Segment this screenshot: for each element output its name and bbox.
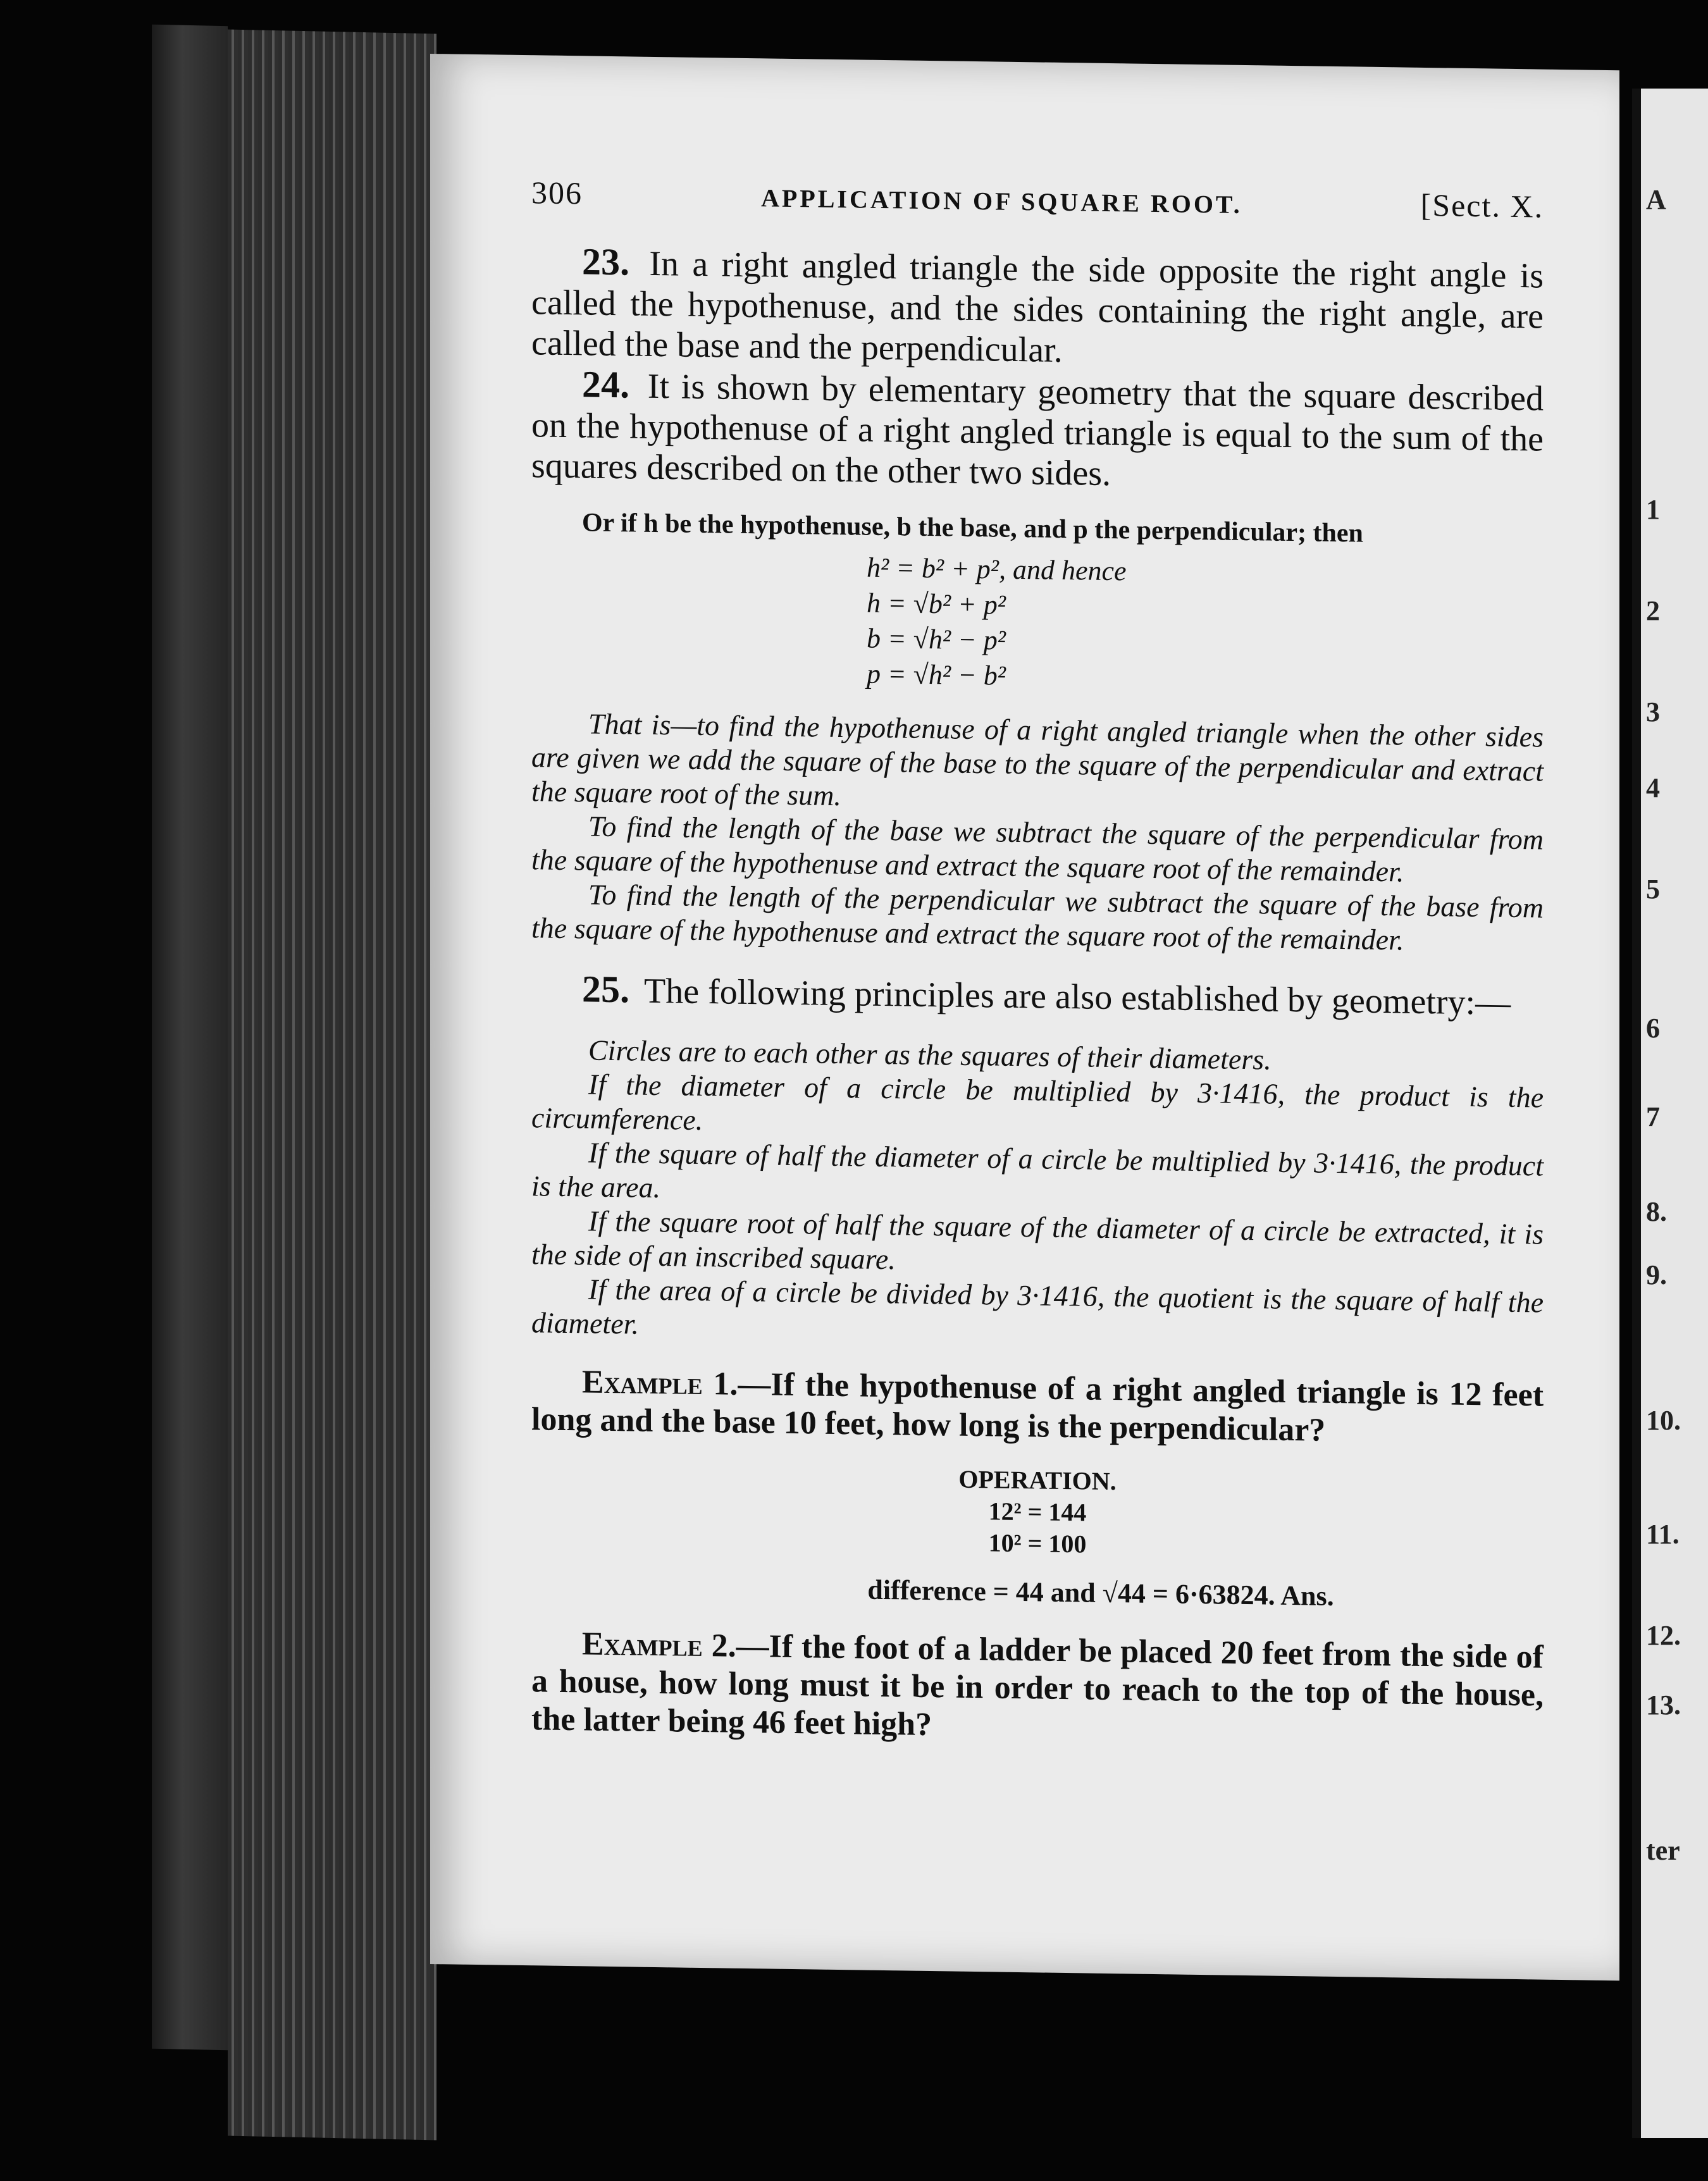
example-label: Example 2. — [582, 1626, 736, 1664]
example-2 — [531, 1624, 1544, 1752]
example-1 — [531, 1362, 1544, 1452]
neighbor-mark: 10. — [1646, 1405, 1681, 1436]
paragraph-24 — [531, 363, 1544, 500]
neighbor-mark: 5 — [1646, 874, 1660, 905]
example-text: —If the hypothenuse of a right angled triangle is 12 feet long and the base 10 feet, how long is the perpendicular? — [531, 1366, 1544, 1449]
paragraph-text: In a right angled triangle the side opposite the right angle is called the hypothenuse, and the sides containing the right angle, are called the base and the perpendicular. — [531, 244, 1544, 370]
principle: If the square root of half the square of the diameter of a circle be extracted, it is the side of an inscribed square. — [531, 1204, 1544, 1276]
neighbor-mark: 11. — [1646, 1519, 1680, 1550]
paragraph-text: The following principles are also established by geometry:— — [644, 971, 1511, 1023]
neighbor-mark: 7 — [1646, 1101, 1660, 1132]
neighbor-mark: 2 — [1646, 595, 1660, 626]
page-number: 306 — [531, 175, 583, 211]
page-stack-edge — [228, 30, 436, 2141]
formula-block — [867, 550, 1544, 701]
neighbor-mark: 1 — [1646, 494, 1660, 525]
principle: Circles are to each other as the squares of their diameters. — [588, 1034, 1272, 1076]
book-page — [430, 54, 1619, 1980]
neighbor-mark: ter — [1646, 1835, 1680, 1866]
neighbor-mark: 12. — [1646, 1620, 1681, 1651]
operation-label: OPERATION. — [958, 1464, 1117, 1496]
rule-paragraph: To find the length of the base we subtract the square of the perpendicular from the square of the hypothenuse and extract the square root of the remainder. — [531, 810, 1544, 888]
rule-paragraph: That is—to find the hypothenuse of a right angled triangle when the other sides are given we add the square of the base to the square of the perpendicular and extract the square root of the sum. — [531, 707, 1544, 812]
paragraph-number: 25. — [582, 968, 629, 1011]
example-label: Example 1. — [582, 1364, 738, 1402]
paragraph-number: 23. — [582, 240, 629, 283]
formula: h² = b² + p², and hence — [867, 552, 1127, 587]
neighbor-mark: A — [1646, 184, 1666, 215]
formula: p = √h² − b² — [867, 658, 1006, 691]
neighbor-mark: 3 — [1646, 696, 1660, 727]
definition-line: Or if h be the hypothenuse, b the base, and p the perpendicular; then — [582, 508, 1363, 548]
paragraph-23 — [531, 240, 1544, 377]
neighbor-mark: 9. — [1646, 1259, 1667, 1290]
paragraph-number: 24. — [582, 363, 629, 406]
neighbor-mark: 13. — [1646, 1690, 1681, 1721]
principle: If the diameter of a circle be multiplied by 3·1416, the product is the circumference. — [531, 1068, 1544, 1137]
principle: If the area of a circle be divided by 3·1416, the quotient is the square of half the diameter. — [531, 1273, 1544, 1340]
example-text: —If the foot of a ladder be placed 20 feet from the side of a house, how long must it be in order to reach to the top of the house, the latter being 46 feet high? — [531, 1628, 1544, 1743]
neighbor-mark: 8. — [1646, 1196, 1667, 1227]
principle: If the square of half the diameter of a circle be multiplied by 3·1416, the product is the area. — [531, 1136, 1544, 1204]
operation-line: 12² = 144 — [988, 1497, 1087, 1527]
book-spine-edge — [152, 25, 228, 2051]
neighbor-mark: 6 — [1646, 1013, 1660, 1044]
difference-line: difference = 44 and √44 = 6·63824. Ans. — [867, 1574, 1334, 1612]
page-title: APPLICATION OF SQUARE ROOT. — [761, 183, 1242, 219]
section-label: [Sect. X. — [1420, 187, 1544, 225]
operation-block — [531, 1457, 1544, 1566]
rule-paragraph: To find the length of the perpendicular we subtract the square of the base from the square of the hypothenuse and extract the square root of the remainder. — [531, 878, 1544, 956]
paragraph-text: It is shown by elementary geometry that the square described on the hypothenuse of a right angled triangle is equal to the sum of the squares described on the other two sides. — [531, 366, 1544, 494]
running-head — [531, 172, 1544, 229]
formula: h = √b² + p² — [867, 587, 1006, 621]
operation-line: 10² = 100 — [988, 1528, 1087, 1559]
neighbor-mark: 4 — [1646, 772, 1660, 803]
page-content — [531, 172, 1544, 1752]
formula: b = √h² − p² — [867, 622, 1006, 656]
adjacent-page — [1632, 89, 1708, 2138]
